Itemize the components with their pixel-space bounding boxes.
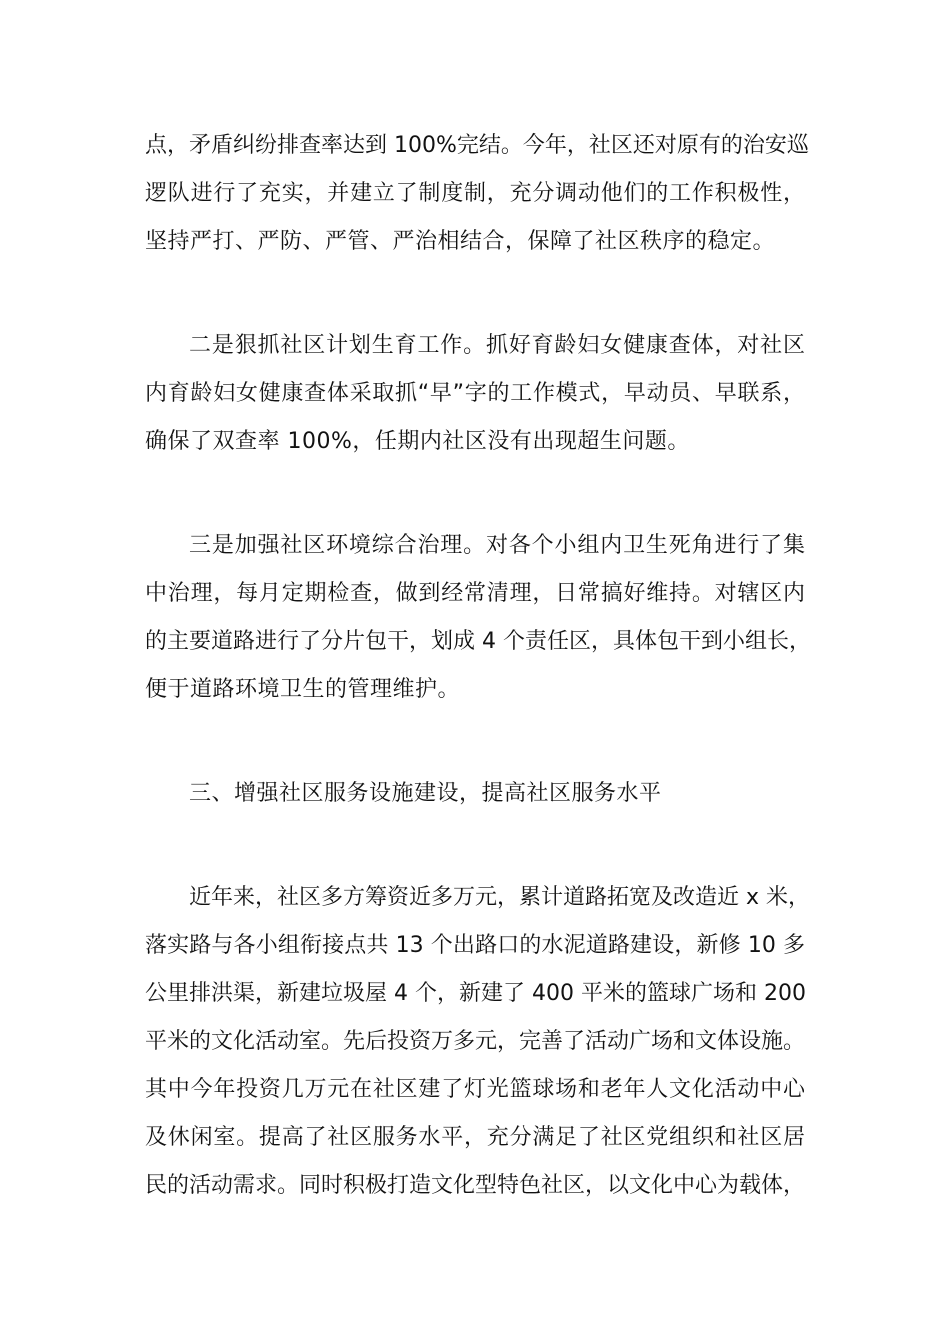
text-line: 中治理，每月定期检查，做到经常清理，日常搞好维持。对辖区内 bbox=[145, 581, 805, 606]
text-line: 的主要道路进行了分片包干，划成 4 个责任区，具体包干到小组长， bbox=[145, 629, 811, 654]
heading-line: 三、增强社区服务设施建设，提高社区服务水平 bbox=[189, 781, 662, 806]
text-line: 民的活动需求。同时积极打造文化型特色社区，以文化中心为载体， bbox=[145, 1173, 806, 1198]
text-line: 便于道路环境卫生的管理维护。 bbox=[145, 677, 461, 702]
section-heading bbox=[145, 770, 805, 818]
text-line: 二是狠抓社区计划生育工作。抓好育龄妇女健康查体，对社区 bbox=[189, 333, 805, 358]
text-line: 三是加强社区环境综合治理。对各个小组内卫生死角进行了集 bbox=[189, 533, 805, 558]
text-line: 确保了双查率 100%，任期内社区没有出现超生问题。 bbox=[145, 429, 690, 454]
paragraph bbox=[145, 522, 811, 714]
text-line: 落实路与各小组衔接点共 13 个出路口的水泥道路建设，新修 10 多 bbox=[145, 933, 805, 958]
text-line: 平米的文化活动室。先后投资万多元，完善了活动广场和文体设施。 bbox=[145, 1029, 806, 1054]
paragraph bbox=[145, 122, 809, 266]
text-line: 内育龄妇女健康查体采取抓“早”字的工作模式，早动员、早联系， bbox=[145, 381, 805, 406]
text-line: 及休闲室。提高了社区服务水平，充分满足了社区党组织和社区居 bbox=[145, 1125, 805, 1150]
text-line: 其中今年投资几万元在社区建了灯光篮球场和老年人文化活动中心 bbox=[145, 1077, 805, 1102]
paragraph bbox=[145, 874, 811, 1210]
text-line: 公里排洪渠，新建垃圾屋 4 个，新建了 400 平米的篮球广场和 200 bbox=[145, 981, 806, 1006]
paragraph bbox=[145, 322, 805, 466]
text-line: 坚持严打、严防、严管、严治相结合，保障了社区秩序的稳定。 bbox=[145, 229, 776, 254]
text-line: 点，矛盾纠纷排查率达到 100%完结。今年，社区还对原有的治安巡 bbox=[145, 133, 809, 158]
text-line: 近年来，社区多方筹资近多万元，累计道路拓宽及改造近 x 米， bbox=[189, 885, 811, 910]
text-column bbox=[145, 122, 811, 1210]
text-line: 逻队进行了充实，并建立了制度制，充分调动他们的工作积极性， bbox=[145, 181, 805, 206]
